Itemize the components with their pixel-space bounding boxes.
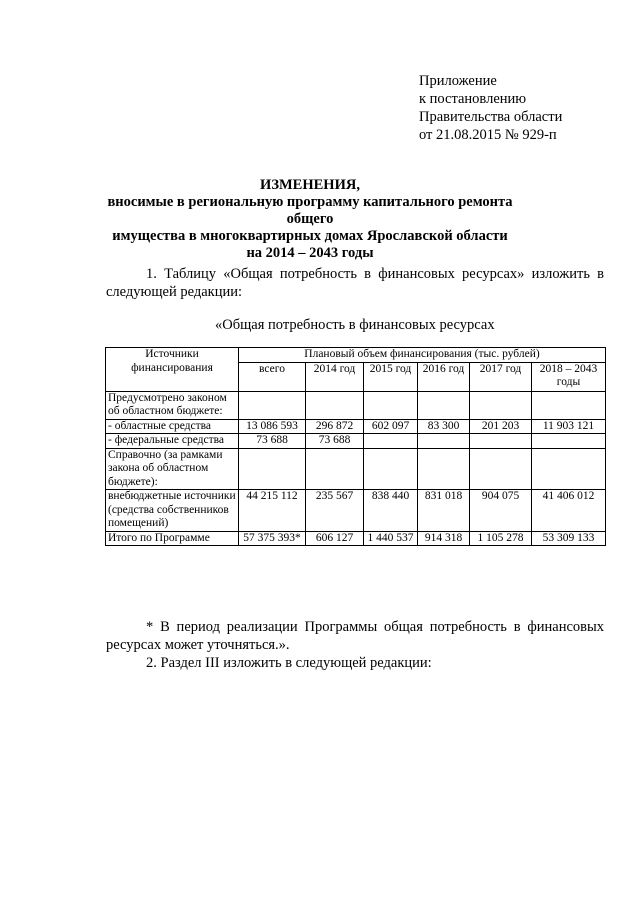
- subheader-cell: 2014 год: [306, 362, 364, 391]
- row-cell: [470, 448, 532, 490]
- row-cell: 914 318: [418, 531, 470, 546]
- row-label: Предусмотрено законом об областном бюджете:: [106, 391, 239, 419]
- row-cell: 296 872: [306, 419, 364, 434]
- row-cell: [470, 391, 532, 419]
- row-cell: [470, 434, 532, 449]
- row-cell: 1 105 278: [470, 531, 532, 546]
- row-cell: [239, 391, 306, 419]
- row-label: Итого по Программе: [106, 531, 239, 546]
- row-cell: 831 018: [418, 490, 470, 532]
- row-cell: 838 440: [364, 490, 418, 532]
- row-cell: [306, 448, 364, 490]
- subheader-cell: 2017 год: [470, 362, 532, 391]
- heading-line: на 2014 – 2043 годы: [246, 245, 374, 261]
- row-cell: [418, 448, 470, 490]
- row-cell: 44 215 112: [239, 490, 306, 532]
- heading-title: ИЗМЕНЕНИЯ,: [260, 177, 360, 193]
- table-row: [106, 448, 606, 490]
- row-cell: 606 127: [306, 531, 364, 546]
- row-cell: [418, 391, 470, 419]
- header-planned: Плановый объем финансирования (тыс. рублей): [239, 348, 606, 363]
- table-row: [106, 391, 606, 419]
- header-sources: Источники финансирования: [106, 348, 239, 392]
- row-label: - областные средства: [106, 419, 239, 434]
- row-cell: [532, 391, 606, 419]
- row-cell: [364, 391, 418, 419]
- row-cell: 57 375 393*: [239, 531, 306, 546]
- row-cell: 41 406 012: [532, 490, 606, 532]
- row-cell: [306, 391, 364, 419]
- appendix-date: от 21.08.2015 № 929-п: [419, 127, 557, 143]
- table-header-row: [106, 348, 606, 363]
- row-cell: 53 309 133: [532, 531, 606, 546]
- heading-line: имущества в многоквартирных домах Ярославской области: [112, 228, 508, 244]
- row-cell: 602 097: [364, 419, 418, 434]
- table-row: [106, 531, 606, 546]
- paragraph-2: 2. Раздел III изложить в следующей редакции:: [146, 655, 432, 671]
- subheader-cell: всего: [239, 362, 306, 391]
- row-cell: 13 086 593: [239, 419, 306, 434]
- appendix-block: [419, 72, 562, 144]
- row-cell: 1 440 537: [364, 531, 418, 546]
- row-cell: 201 203: [470, 419, 532, 434]
- row-cell: 83 300: [418, 419, 470, 434]
- row-label: - федеральные средства: [106, 434, 239, 449]
- table-footnote: * В период реализации Программы общая потребность в финансовых ресурсах может уточняться.».: [106, 619, 604, 653]
- table-row: [106, 434, 606, 449]
- row-cell: [532, 434, 606, 449]
- appendix-line: Правительства области: [419, 109, 563, 125]
- row-cell: [239, 448, 306, 490]
- row-cell: [364, 448, 418, 490]
- row-cell: [418, 434, 470, 449]
- document-heading: [100, 177, 520, 262]
- row-cell: 73 688: [239, 434, 306, 449]
- row-cell: 73 688: [306, 434, 364, 449]
- paragraph-1: 1. Таблицу «Общая потребность в финансовых ресурсах» изложить в следующей редакции:: [106, 266, 604, 300]
- subheader-cell: 2018 – 2043 годы: [532, 362, 606, 391]
- row-cell: 235 567: [306, 490, 364, 532]
- row-cell: 904 075: [470, 490, 532, 532]
- table-row: [106, 419, 606, 434]
- row-label: Справочно (за рамками закона об областном бюджете):: [106, 448, 239, 490]
- table-row: [106, 490, 606, 532]
- row-cell: [364, 434, 418, 449]
- subheader-cell: 2016 год: [418, 362, 470, 391]
- table-caption: «Общая потребность в финансовых ресурсах: [215, 317, 495, 333]
- subheader-cell: 2015 год: [364, 362, 418, 391]
- row-cell: [532, 448, 606, 490]
- row-cell: 11 903 121: [532, 419, 606, 434]
- heading-line: вносимые в региональную программу капитального ремонта общего: [107, 194, 513, 227]
- appendix-line: Приложение: [419, 73, 497, 89]
- finance-table: [105, 347, 606, 546]
- row-label: внебюджетные источники (средства собственников помещений): [106, 490, 239, 532]
- appendix-line: к постановлению: [419, 91, 527, 107]
